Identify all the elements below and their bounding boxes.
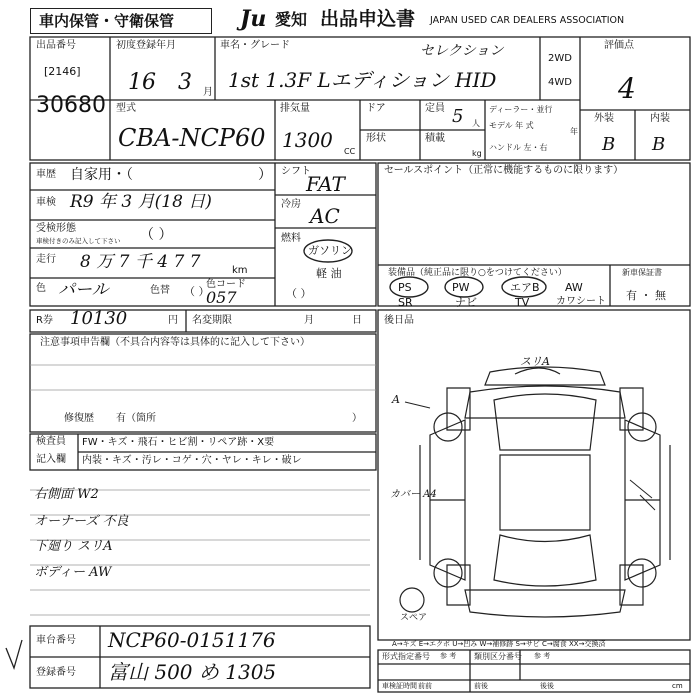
interior-grade: B xyxy=(652,134,666,155)
model-label: 車名・グレード xyxy=(220,40,290,51)
model-year-label: モデル 年 式 xyxy=(489,121,534,130)
equip-tv: TV xyxy=(515,296,530,309)
model-name: 1st 1.3F Lエディション HID xyxy=(228,68,497,92)
diagram-label-top: スリA xyxy=(520,355,550,368)
2wd-label: 2WD xyxy=(548,53,572,64)
displacement-label: 排気量 xyxy=(280,103,310,114)
lot-sub-number: [2146] xyxy=(44,65,81,78)
load-label: 積載 xyxy=(425,133,445,144)
inspector-label: 検査員 xyxy=(36,436,66,447)
equip-airbag: エアB xyxy=(510,281,540,294)
ac-value: AC xyxy=(310,204,340,228)
guarantee-value: 有 ・ 無 xyxy=(626,289,666,302)
color-value: パール xyxy=(58,280,109,300)
sales-point-label: セールスポイント（正常に機能するものに限ります） xyxy=(384,165,624,176)
form-title: 出品申込書 xyxy=(320,8,416,30)
cc-unit: CC xyxy=(344,147,356,156)
recycle-unit: 円 xyxy=(168,315,178,326)
category-ref: 参 考 xyxy=(534,652,551,660)
handwritten-note: 下廻り スリA xyxy=(34,539,113,554)
reception-value: （ ） xyxy=(140,227,173,243)
capacity-label: 定員 xyxy=(425,103,445,114)
color-code: 057 xyxy=(206,288,237,307)
designation-ref: 参 考 xyxy=(440,652,457,660)
ac-label: 冷房 xyxy=(281,199,301,210)
equip-leather: カワシート xyxy=(556,296,606,307)
type-label: 型式 xyxy=(116,103,136,114)
inspection-value: R9 年 3 月(18 日) xyxy=(70,192,212,212)
registration-year: 16 xyxy=(128,70,156,95)
recycle-label: R券 xyxy=(36,315,53,326)
lot-label: 出品番号 xyxy=(36,40,76,51)
inspector-entry-label: 記入欄 xyxy=(36,454,66,465)
handwritten-note: ボディー AW xyxy=(34,565,112,580)
deadline-day: 日 xyxy=(352,315,362,326)
spare-label: スペア xyxy=(400,613,428,623)
inspector-fw-row: FW・キズ・飛石・ヒビ割・リペア跡・X要 xyxy=(82,437,275,448)
region-label: 愛知 xyxy=(275,10,308,29)
fuel-other: 軽 油 xyxy=(316,267,342,280)
color-change-value: （ ） xyxy=(184,285,210,298)
mileage-value: 8 万 7 千 4 7 7 xyxy=(80,252,201,272)
front-front: 前前 xyxy=(418,682,432,690)
grade-note: セレクション xyxy=(420,43,504,59)
plate-number: 富山 500 め 1305 xyxy=(108,660,277,684)
repair-value: 有（箇所 xyxy=(116,413,156,424)
color-label: 色 xyxy=(36,283,46,294)
fuel-paren: （ ） xyxy=(286,287,312,300)
rear-items-label: 後日品 xyxy=(384,315,414,326)
vehicle-cert-label: 車検証時間 xyxy=(382,682,417,690)
load-unit: kg xyxy=(472,149,482,158)
history-label: 車歴 xyxy=(36,169,56,180)
grade-score: 4 xyxy=(618,72,636,105)
deadline-label: 名変期限 xyxy=(192,315,232,326)
color-change-label: 色替 xyxy=(150,285,170,296)
shape-label: 形状 xyxy=(366,133,386,144)
handwritten-note: 右側面 W2 xyxy=(34,487,99,502)
reception-label: 受検形態 xyxy=(36,223,76,234)
diagram-label-left: A xyxy=(392,393,400,406)
damage-legend: A→キズ E→エクボ U→凹み W→補修跡 S→サビ C→腐食 XX→交換済 xyxy=(392,640,606,648)
diagram-label-cover: カバー A4 xyxy=(390,489,437,500)
front-rear: 前後 xyxy=(474,682,488,690)
equipment-label: 装備品（純正品に限り○をつけてください） xyxy=(388,268,567,278)
fuel-label: 燃料 xyxy=(281,233,301,244)
lot-number: 30680 xyxy=(36,93,106,118)
exterior-grade: B xyxy=(602,134,616,155)
capacity-unit: 人 xyxy=(472,119,480,128)
exterior-label: 外装 xyxy=(594,113,614,124)
inspection-label: 車検 xyxy=(36,197,56,208)
cm-unit: cm xyxy=(672,682,683,690)
storage-label: 車内保管・守衛保管 xyxy=(39,12,175,30)
inspector-interior-row: 内装・キズ・汚レ・コゲ・穴・ヤレ・キレ・破レ xyxy=(82,455,302,466)
plate-label: 登録番号 xyxy=(36,667,76,678)
history-value: 自家用・（ xyxy=(70,167,133,183)
equip-pw: PW xyxy=(452,281,470,294)
repair-label: 修復歴 xyxy=(64,413,94,424)
rear-rear: 後後 xyxy=(540,682,554,690)
shift-value: FAT xyxy=(306,172,345,196)
repair-close: ） xyxy=(352,413,362,424)
history-close: ） xyxy=(258,167,272,183)
equip-aw: AW xyxy=(565,281,583,294)
ju-logo: Ju xyxy=(240,6,267,32)
guarantee-label: 新車保証書 xyxy=(622,268,662,277)
equip-ps: PS xyxy=(398,281,412,294)
4wd-label: 4WD xyxy=(548,77,572,88)
model-type: CBA-NCP60 xyxy=(118,124,266,152)
designation-label: 形式指定番号 xyxy=(382,652,430,661)
recycle-value: 10130 xyxy=(70,308,128,329)
displacement: 1300 xyxy=(282,128,333,152)
grade-label: 評価点 xyxy=(604,40,634,51)
door-label: ドア xyxy=(366,103,386,114)
reception-note: 車検付きのみ記入して下さい xyxy=(36,237,121,245)
chassis-number: NCP60-0151176 xyxy=(108,628,276,652)
dealer-label: ディーラー・並行 xyxy=(489,105,553,114)
handwritten-note: オーナーズ 不良 xyxy=(34,514,129,529)
equip-sr: SR xyxy=(398,296,413,309)
fuel-value: ガソリン xyxy=(308,244,352,257)
registration-month: 3 xyxy=(178,70,192,95)
registration-label: 初度登録年月 xyxy=(116,40,176,51)
association-name: JAPAN USED CAR DEALERS ASSOCIATION xyxy=(430,15,625,26)
category-label: 類別区分番号 xyxy=(474,652,522,661)
shift-label: シフト xyxy=(281,166,311,177)
chassis-label: 車台番号 xyxy=(36,635,76,646)
notes-label: 注意事項申告欄（不具合内容等は具体的に記入して下さい） xyxy=(40,337,310,348)
mileage-label: 走行 xyxy=(36,254,56,265)
interior-label: 内装 xyxy=(650,113,670,124)
color-code-label: 色コード xyxy=(206,279,246,290)
capacity: 5 xyxy=(452,106,464,127)
registration-month-unit: 月 xyxy=(203,87,213,98)
year-unit: 年 xyxy=(570,127,578,136)
equip-navi: ナビ xyxy=(455,296,477,309)
handle-label: ハンドル 左・右 xyxy=(489,143,548,152)
deadline-month: 月 xyxy=(304,315,314,326)
mileage-unit: km xyxy=(232,265,248,276)
